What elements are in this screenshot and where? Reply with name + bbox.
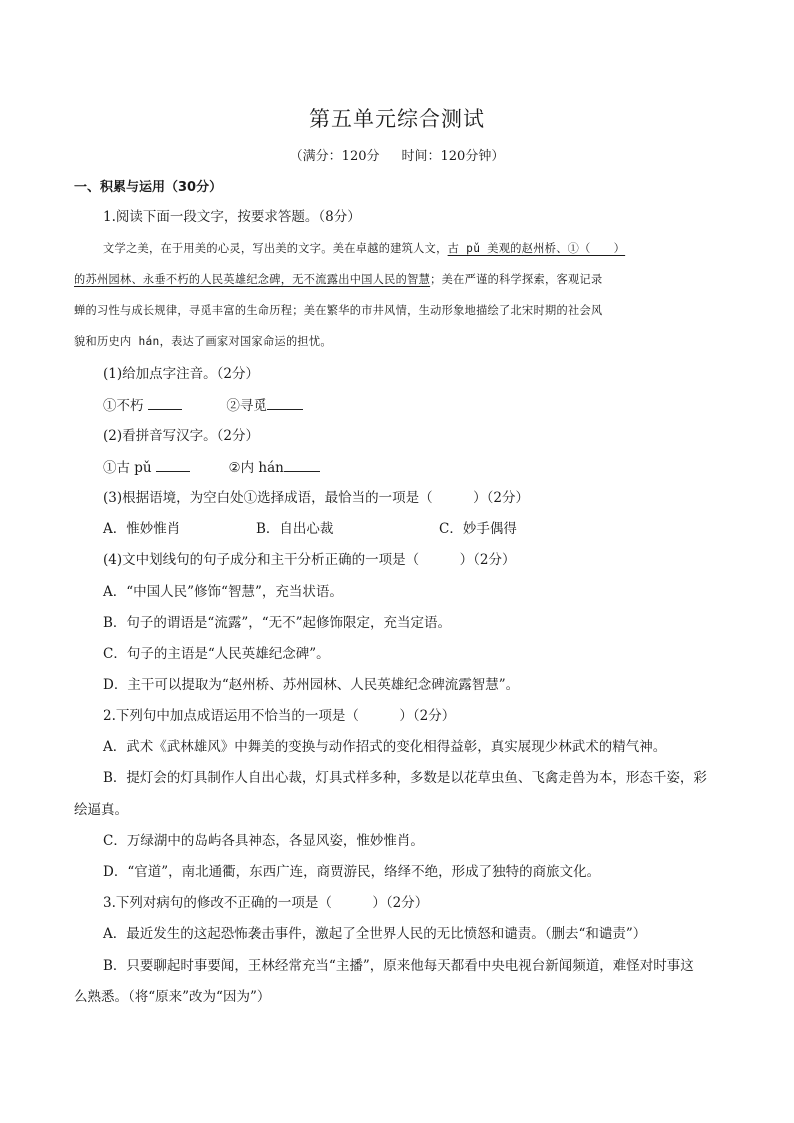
question-1-stem: 1.阅读下面一段文字，按要求答题。（8分）	[103, 209, 361, 225]
passage-text: 文学之美，在于用美的心灵，写出美的文字。美在卓越的建筑人文，	[103, 242, 448, 255]
passage-text: ；美在严谨的科学探索，客观记录	[430, 273, 603, 286]
time-info: 时间：120分钟）	[401, 149, 505, 164]
exam-info	[0, 145, 794, 164]
item-text: ①不朽	[103, 398, 148, 414]
question-1-part-3: (3)根据语境，为空白处①选择成语，最恰当的一项是（ ）（2分）	[103, 490, 529, 506]
option-b-continued: 么熟悉。（将“原来”改为“因为”）	[74, 989, 271, 1005]
score-info: （满分：120分	[289, 149, 380, 164]
answer-blank[interactable]	[148, 395, 182, 410]
answer-row-2	[103, 457, 320, 478]
question-2-stem: 2.下列句中加点成语运用不恰当的一项是（ ）（2分）	[103, 708, 456, 724]
question-3-stem: 3.下列对病句的修改不正确的一项是（ ）（2分）	[103, 895, 429, 911]
passage-line-1	[103, 239, 625, 259]
item-text: ①古 pǔ	[103, 460, 156, 476]
option-a[interactable]: A．武术《武林雄风》中舞美的变换与动作招式的变化相得益彰，真实展现少林武术的精气神。	[103, 739, 667, 755]
underlined-sentence: 古 pǔ 美观的赵州桥、①（ ）	[447, 242, 626, 255]
answer-blank[interactable]	[284, 457, 320, 472]
option-d[interactable]: D．主干可以提取为“赵州桥、苏州园林、人民英雄纪念碑流露智慧”。	[103, 677, 520, 693]
answer-row-1	[103, 395, 303, 416]
option-c[interactable]: C．妙手偶得	[439, 521, 517, 537]
passage-line-4: 貌和历史内 hán，表达了画家对国家命运的担忧。	[74, 335, 332, 348]
option-c[interactable]: C．句子的主语是“人民英雄纪念碑”。	[103, 646, 330, 662]
answer-blank[interactable]	[156, 457, 190, 472]
option-b[interactable]: B．提灯会的灯具制作人自出心裁，灯具式样多种，多数是以花草虫鱼、飞禽走兽为本，形态千姿，彩	[103, 770, 707, 786]
option-b[interactable]: B．只要聊起时事要闻，王林经常充当“主播”，原来他每天都看中央电视台新闻频道，难怪对时事这	[103, 958, 694, 974]
options-row	[103, 519, 517, 539]
option-b[interactable]: B．句子的谓语是“流露”，“无不”起修饰限定，充当定语。	[103, 615, 452, 631]
passage-line-2	[74, 270, 602, 290]
option-b[interactable]: B．自出心裁	[256, 521, 334, 537]
underlined-sentence: 的苏州园林、永垂不朽的人民英雄纪念碑，无不流露出中国人民的智慧	[74, 273, 431, 286]
page-title: 第五单元综合测试	[309, 107, 485, 131]
option-c[interactable]: C．万绿湖中的岛屿各具神态，各显风姿，惟妙惟肖。	[103, 833, 424, 849]
question-1-part-1: (1)给加点字注音。（2分）	[103, 366, 259, 382]
question-1-part-2: (2)看拼音写汉字。（2分）	[103, 428, 259, 444]
question-1-part-4: (4)文中划线句的句子成分和主干分析正确的一项是（ ）（2分）	[103, 552, 516, 568]
section-heading: 一、积累与运用（30分）	[74, 180, 223, 195]
passage-line-3: 蝉的习性与成长规律，寻觅丰富的生命历程；美在繁华的市井风情，生动形象地描绘了北宋时期的社会风	[74, 304, 603, 317]
answer-blank[interactable]	[267, 395, 303, 410]
option-a[interactable]: A．“中国人民”修饰“智慧”，充当状语。	[103, 584, 343, 600]
item-text: ②内 hán	[228, 460, 284, 476]
option-a[interactable]: A．惟妙惟肖	[103, 521, 181, 537]
item-text: ②寻觅	[226, 398, 267, 414]
option-a[interactable]: A．最近发生的这起恐怖袭击事件，激起了全世界人民的无比愤怒和谴责。（删去“和谴责”）	[103, 926, 647, 942]
option-b-continued: 绘逼真。	[74, 802, 128, 818]
option-d[interactable]: D．“官道”，南北通衢，东西广连，商贾游民，络绎不绝，形成了独特的商旅文化。	[103, 864, 601, 880]
